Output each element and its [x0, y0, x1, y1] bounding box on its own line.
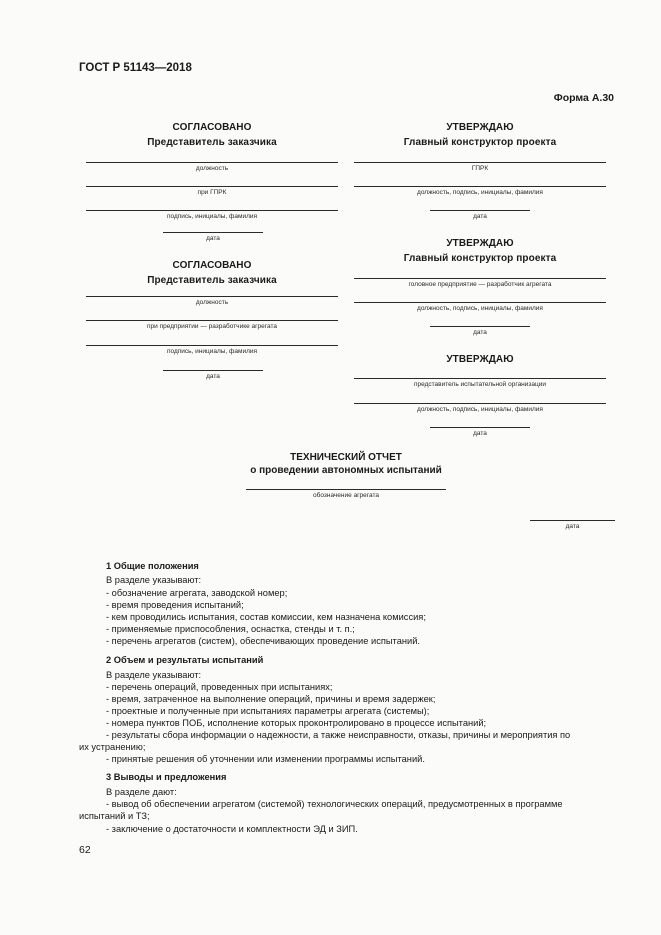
right-block-2-title: УТВЕРЖДАЮ — [446, 238, 514, 249]
section-3-heading: 3 Выводы и предложения — [106, 772, 227, 782]
left-block-1-caption-date: дата — [206, 235, 220, 242]
right-block-3-caption-signature: должность, подпись, инициалы, фамилия — [417, 406, 543, 413]
list-item: - обозначение агрегата, заводской номер; — [106, 588, 288, 598]
signature-line — [354, 302, 606, 303]
list-item: - проектные и полученные при испытаниях параметры агрегата (системы); — [106, 706, 430, 716]
designation-line — [246, 489, 446, 490]
list-item: - заключение о достаточности и комплектности ЭД и ЗИП. — [106, 824, 358, 834]
date-line — [430, 210, 530, 211]
list-item: - применяемые приспособления, оснастка, стенды и т. п.; — [106, 624, 355, 634]
signature-line — [86, 320, 338, 321]
left-block-1-subtitle: Представитель заказчика — [147, 137, 277, 148]
page-number: 62 — [79, 844, 91, 856]
list-item: - перечень агрегатов (систем), обеспечивающих проведение испытаний. — [106, 636, 420, 646]
left-block-2-caption-date: дата — [206, 373, 220, 380]
date-line — [163, 370, 263, 371]
right-block-1-caption-date: дата — [473, 213, 487, 220]
signature-line — [86, 296, 338, 297]
date-line — [430, 427, 530, 428]
left-block-1-caption-gprk: при ГПРК — [197, 189, 227, 196]
right-block-3-title: УТВЕРЖДАЮ — [446, 354, 514, 365]
list-item: - результаты сбора информации о надежности, а также неисправности, отказы, причины и мероприятия по — [106, 730, 571, 740]
signature-line — [86, 186, 338, 187]
paragraph: В разделе указывают: — [106, 575, 202, 585]
list-item: - кем проводились испытания, состав комиссии, кем назначена комиссия; — [106, 612, 426, 622]
signature-line — [354, 378, 606, 379]
standard-header: ГОСТ Р 51143—2018 — [79, 62, 192, 74]
left-block-1-title: СОГЛАСОВАНО — [172, 122, 252, 133]
right-block-1-subtitle: Главный конструктор проекта — [403, 137, 557, 148]
list-item-continuation: их устранению; — [79, 742, 146, 752]
list-item: - время проведения испытаний; — [106, 600, 244, 610]
date-line — [430, 326, 530, 327]
date-line — [163, 232, 263, 233]
left-block-1-caption-position: должность — [195, 165, 229, 172]
list-item: - принятые решения об уточнении или изменении программы испытаний. — [106, 754, 425, 764]
right-block-2-caption-enterprise: головное предприятие — разработчик агрегата — [408, 281, 552, 288]
form-label: Форма А.30 — [553, 92, 614, 104]
signature-line — [86, 345, 338, 346]
signature-line — [354, 186, 606, 187]
right-block-2-subtitle: Главный конструктор проекта — [403, 253, 557, 264]
left-block-1-caption-signature: подпись, инициалы, фамилия — [166, 213, 258, 220]
report-title: ТЕХНИЧЕСКИЙ ОТЧЕТ — [290, 452, 402, 463]
list-item: - время, затраченное на выполнение операций, причины и время задержек; — [106, 694, 436, 704]
designation-caption: обозначение агрегата — [313, 492, 379, 499]
right-block-3-caption-org: представитель испытательной организации — [414, 381, 546, 388]
left-block-2-subtitle: Представитель заказчика — [147, 275, 277, 286]
report-date-caption: дата — [565, 523, 580, 530]
list-item-continuation: испытаний и ТЗ; — [79, 811, 150, 821]
right-block-2-caption-date: дата — [473, 329, 487, 336]
right-block-3-caption-date: дата — [473, 430, 487, 437]
left-block-2-caption-position: должность — [195, 299, 229, 306]
left-block-2-caption-enterprise: при предприятии — разработчике агрегата — [147, 323, 277, 330]
report-subtitle: о проведении автономных испытаний — [250, 465, 442, 476]
list-item: - перечень операций, проведенных при испытаниях; — [106, 682, 333, 692]
left-block-2-title: СОГЛАСОВАНО — [172, 260, 252, 271]
signature-line — [86, 210, 338, 211]
right-block-1-caption-gprk: ГПРК — [471, 165, 489, 172]
right-block-1-caption-signature: должность, подпись, инициалы, фамилия — [417, 189, 543, 196]
signature-line — [354, 403, 606, 404]
signature-line — [354, 162, 606, 163]
right-block-1-title: УТВЕРЖДАЮ — [446, 122, 514, 133]
signature-line — [354, 278, 606, 279]
left-block-2-caption-signature: подпись, инициалы, фамилия — [166, 348, 258, 355]
paragraph: В разделе дают: — [106, 787, 177, 797]
list-item: - номера пунктов ПОБ, исполнение которых проконтролировано в процессе испытаний; — [106, 718, 487, 728]
paragraph: В разделе указывают: — [106, 670, 202, 680]
signature-line — [86, 162, 338, 163]
right-block-2-caption-signature: должность, подпись, инициалы, фамилия — [417, 305, 543, 312]
section-1-heading: 1 Общие положения — [106, 561, 199, 571]
date-line — [530, 520, 615, 521]
section-2-heading: 2 Объем и результаты испытаний — [106, 655, 264, 665]
list-item: - вывод об обеспечении агрегатом (системой) технологических операций, предусмотренных в программе — [106, 799, 563, 809]
